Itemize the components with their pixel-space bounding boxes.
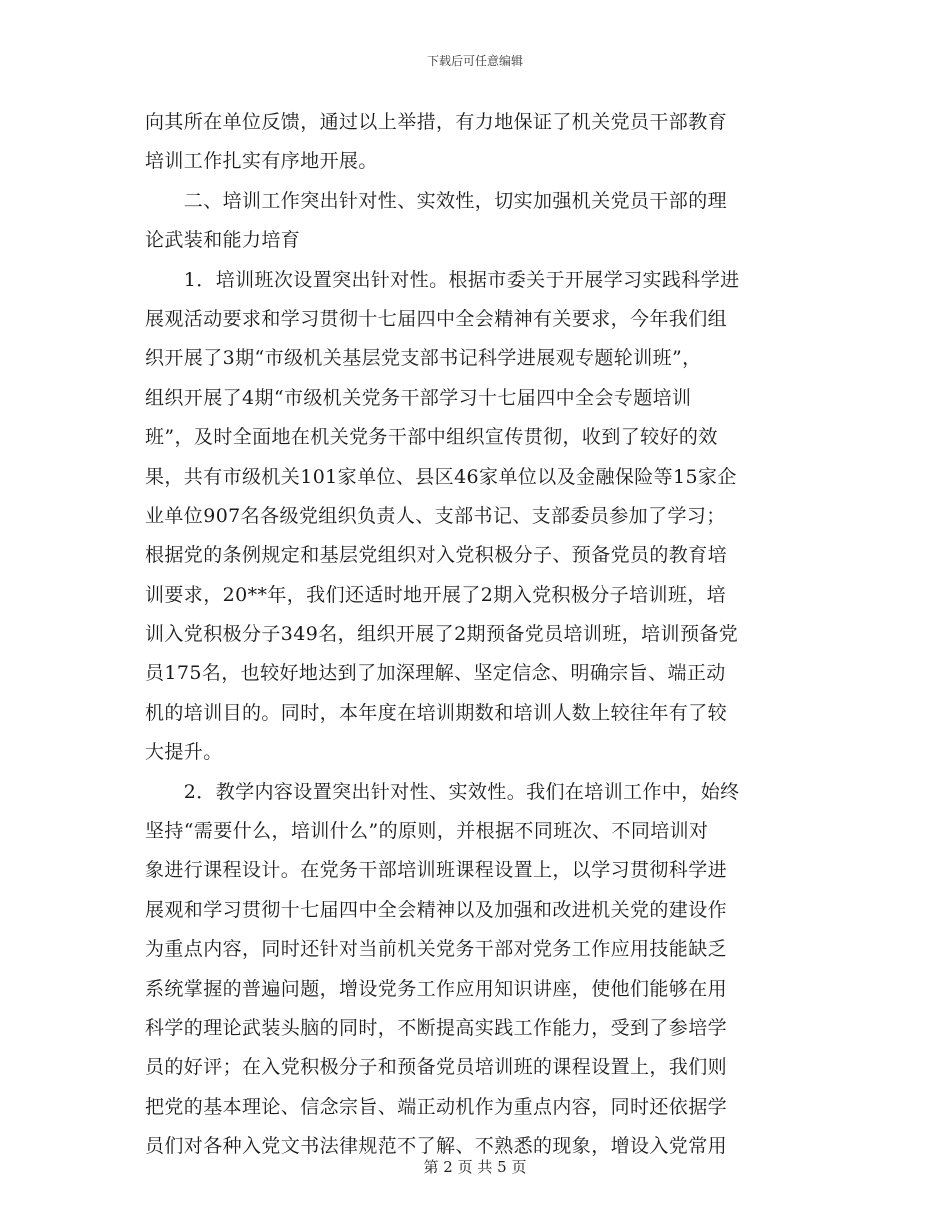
text-line: 员175名，也较好地达到了加深理解、坚定信念、明确宗旨、端正动 bbox=[145, 662, 726, 685]
text-line: 展观和学习贯彻十七届四中全会精神以及加强和改进机关党的建设作 bbox=[145, 898, 728, 921]
text-line: 培训工作扎实有序地开展。 bbox=[145, 150, 378, 173]
text-line: 1．培训班次设置突出针对性。根据市委关于开展学习实践科学进 bbox=[145, 268, 740, 291]
page-header: 下载后可任意编辑 bbox=[426, 54, 523, 68]
text-line: 为重点内容，同时还针对当前机关党务干部对党务工作应用技能缺乏 bbox=[145, 938, 728, 961]
text-line: 员的好评；在入党积极分子和预备党员培训班的课程设置上，我们则 bbox=[145, 1056, 728, 1079]
text-line: 业单位907名各级党组织负责人、支部书记、支部委员参加了学习； bbox=[145, 504, 726, 527]
page-footer: 第 2 页 共 5 页 bbox=[423, 1158, 527, 1176]
text-line: 向其所在单位反馈，通过以上举措，有力地保证了机关党员干部教育 bbox=[145, 111, 728, 133]
text-line: 员们对各种入党文书法律规范不了解、不熟悉的现象，增设入党常用 bbox=[145, 1135, 728, 1158]
text-line: 根据党的条例规定和基层党组织对入党积极分子、预备党员的教育培 bbox=[145, 544, 728, 567]
text-line: 科学的理论武装头脑的同时，不断提高实践工作能力，受到了参培学 bbox=[145, 1016, 728, 1039]
text-line: 象进行课程设计。在党务干部培训班课程设置上，以学习贯彻科学进 bbox=[145, 859, 728, 882]
text-line: 组织开展了4期“市级机关党务干部学习十七届四中全会专题培训 bbox=[145, 386, 692, 409]
text-line: 系统掌握的普遍问题，增设党务工作应用知识讲座，使他们能够在用 bbox=[145, 977, 728, 1000]
text-line: 大提升。 bbox=[145, 741, 223, 764]
text-line: 果，共有市级机关101家单位、县区46家单位以及金融保险等15家企 bbox=[145, 465, 737, 488]
text-line: 训要求，20**年，我们还适时地开展了2期入党积极分子培训班，培 bbox=[145, 583, 727, 606]
section-heading-line: 论武装和能力培育 bbox=[145, 229, 301, 252]
text-line: 班”，及时全面地在机关党务干部中组织宣传贯彻，收到了较好的效 bbox=[145, 426, 718, 449]
section-heading-line: 二、培训工作突出针对性、实效性，切实加强机关党员干部的理 bbox=[145, 189, 728, 212]
text-line: 织开展了3期“市级机关基层党支部书记科学进展观专题轮训班”， bbox=[145, 347, 702, 370]
body-text bbox=[145, 103, 805, 1167]
text-line: 2．教学内容设置突出针对性、实效性。我们在培训工作中，始终 bbox=[145, 780, 740, 803]
text-line: 训入党积极分子349名，组织开展了2期预备党员培训班，培训预备党 bbox=[145, 623, 739, 646]
text-line: 机的培训目的。同时，本年度在培训期数和培训人数上较往年有了较 bbox=[145, 701, 728, 724]
text-line: 把党的基本理论、信念宗旨、端正动机作为重点内容，同时还依据学 bbox=[145, 1095, 728, 1118]
text-line: 展观活动要求和学习贯彻十七届四中全会精神有关要求，今年我们组 bbox=[145, 307, 728, 330]
text-line: 坚持“需要什么，培训什么”的原则，并根据不同班次、不同培训对 bbox=[145, 820, 709, 843]
